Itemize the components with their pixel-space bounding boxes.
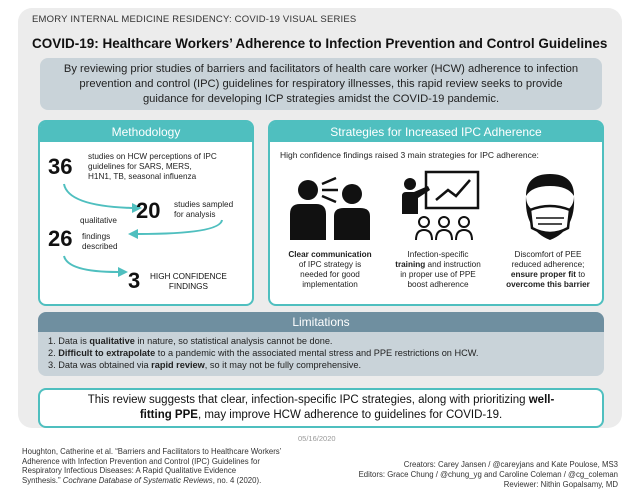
limitation-1 (48, 335, 594, 347)
strategy-3-line-2: reduced adherence; (511, 260, 585, 269)
limitation-3-bold: rapid review (151, 360, 205, 370)
credits-creators: Creators: Carey Jansen / @careyjans and Kate Poulose, MS3 (403, 460, 618, 469)
reference-journal: Cochrane Database of Systematic Reviews (60, 475, 213, 485)
limitation-3-post: , so it may not be fully comprehensive. (204, 360, 362, 370)
strategy-1-line-2: of IPC strategy is (298, 260, 362, 269)
methodology-title: Methodology (40, 122, 252, 142)
methodology-panel (38, 120, 254, 306)
intro-line-1: By reviewing prior studies of barriers and facilitators of health care worker (HCW) adherence to infection (63, 63, 579, 75)
limitation-2-bold: Difficult to extrapolate (58, 348, 156, 358)
strategy-2-line-4: boost adherence (407, 280, 469, 289)
limitation-1-post: in nature, so statistical analysis cannot be done. (134, 336, 333, 346)
high-confidence-text (150, 272, 227, 292)
strategy-2-bold: training (395, 260, 426, 269)
strategy-1-bold: Clear communication (288, 250, 372, 259)
strategy-1-line-3: needed for good (300, 270, 360, 279)
reference-line-3: Respiratory Infectious Diseases: A Rapid Qualitative Evidence (22, 466, 237, 475)
strategy-2-line-2: and instruction (425, 260, 481, 269)
limitation-1-pre: 1. Data is (48, 336, 90, 346)
studies-text-line-3: H1N1, TB, seasonal influenza (88, 172, 197, 181)
conclusion-text-post: , may improve HCW adherence to guidelines for COVID-19. (197, 409, 503, 421)
strategy-3-line-3: to (575, 270, 586, 279)
strategy-2-line-1: Infection-specific (407, 250, 469, 259)
reference-line-4a: Synthesis.” (22, 475, 61, 485)
credits-editors: Editors: Grace Chung / @chung_yg and Caroline Coleman / @cg_coleman (358, 470, 618, 479)
strategy-3-line-4: overcome this barrier (506, 280, 590, 289)
strategy-3-line-1: Discomfort of PEE (514, 250, 582, 259)
intro-line-3: guidance for developing ICP strategies amidst the COVID-19 pandemic. (142, 93, 500, 105)
findings-count: 26 (48, 226, 73, 251)
strategy-1-line-4: implementation (302, 280, 358, 289)
credits (318, 460, 618, 490)
masked-face-icon (514, 170, 586, 244)
limitation-2-pre: 2. (48, 348, 59, 358)
conclusion-box (38, 388, 604, 428)
sampled-text (174, 200, 233, 220)
page-title: COVID-19: Healthcare Workers’ Adherence to Infection Prevention and Control Guidelines (32, 36, 608, 51)
limitation-2 (48, 347, 594, 359)
strategy-3-bold: ensure proper fit (510, 270, 576, 279)
findings-text-line-2: described (82, 242, 118, 251)
strategies-panel (268, 120, 604, 306)
strategy-3-caption (498, 250, 598, 290)
people-talking-icon (284, 170, 376, 242)
arrow-down-left-1 (116, 218, 246, 248)
high-confidence-count: 3 (128, 268, 141, 293)
sampled-text-line-2: for analysis (174, 210, 216, 219)
findings-text-line-1: findings (82, 232, 111, 241)
limitations-title: Limitations (38, 312, 604, 332)
conclusion-text-bold: well-fitting PPE (139, 394, 555, 421)
studies-text (88, 152, 217, 182)
series-label: EMORY INTERNAL MEDICINE RESIDENCY: COVID-19 VISUAL SERIES (32, 14, 357, 25)
qualitative-label: qualitative (80, 216, 117, 225)
limitations-list (38, 332, 604, 376)
reference-line-2: Adherence with Infection Prevention and Control (IPC) Guidelines for (22, 456, 260, 466)
sampled-text-line-1: studies sampled (174, 200, 234, 209)
strategies-title: Strategies for Increased IPC Adherence (270, 122, 602, 142)
limitation-2-post: to a pandemic with the associated mental stress and PPE restrictions on HCW. (155, 348, 479, 358)
studies-count: 36 (48, 154, 73, 179)
reference-line-1: Houghton, Catherine et al. “Barriers and Facilitators to Healthcare Workers’ (22, 447, 282, 456)
strategy-2-caption (388, 250, 488, 290)
studies-text-line-1: studies on HCW perceptions of IPC (88, 152, 217, 161)
strategy-1-caption (280, 250, 380, 290)
findings-text (82, 232, 118, 252)
reference-citation (22, 447, 322, 485)
strategies-intro: High confidence findings raised 3 main strategies for IPC adherence: (280, 150, 539, 160)
reference-line-4c: , no. 4 (2020). (212, 475, 262, 485)
conclusion-text-pre: This review suggests that clear, infection-specific IPC strategies, along with prioritizing (87, 394, 526, 406)
high-confidence-line-2: FINDINGS (168, 282, 208, 291)
limitation-3 (48, 359, 594, 371)
intro-line-2: prevention and control (IPC) guidelines for respiratory illnesses, this rapid review seeks to provide (79, 78, 563, 90)
high-confidence-line-1: HIGH CONFIDENCE (150, 272, 227, 281)
sampled-count: 20 (136, 198, 161, 223)
strategy-2-line-3: in proper use of PPE (400, 270, 476, 279)
limitation-3-pre: 3. Data was obtained via (48, 360, 152, 370)
training-presentation-icon (394, 170, 486, 242)
intro-box (40, 58, 602, 110)
studies-text-line-2: guidelines for SARS, MERS, (88, 162, 192, 171)
credits-reviewer: Reviewer: Nithin Gopalsamy, MD (503, 480, 618, 489)
publish-date: 05/16/2020 (298, 434, 336, 443)
limitation-1-bold: qualitative (89, 336, 135, 346)
